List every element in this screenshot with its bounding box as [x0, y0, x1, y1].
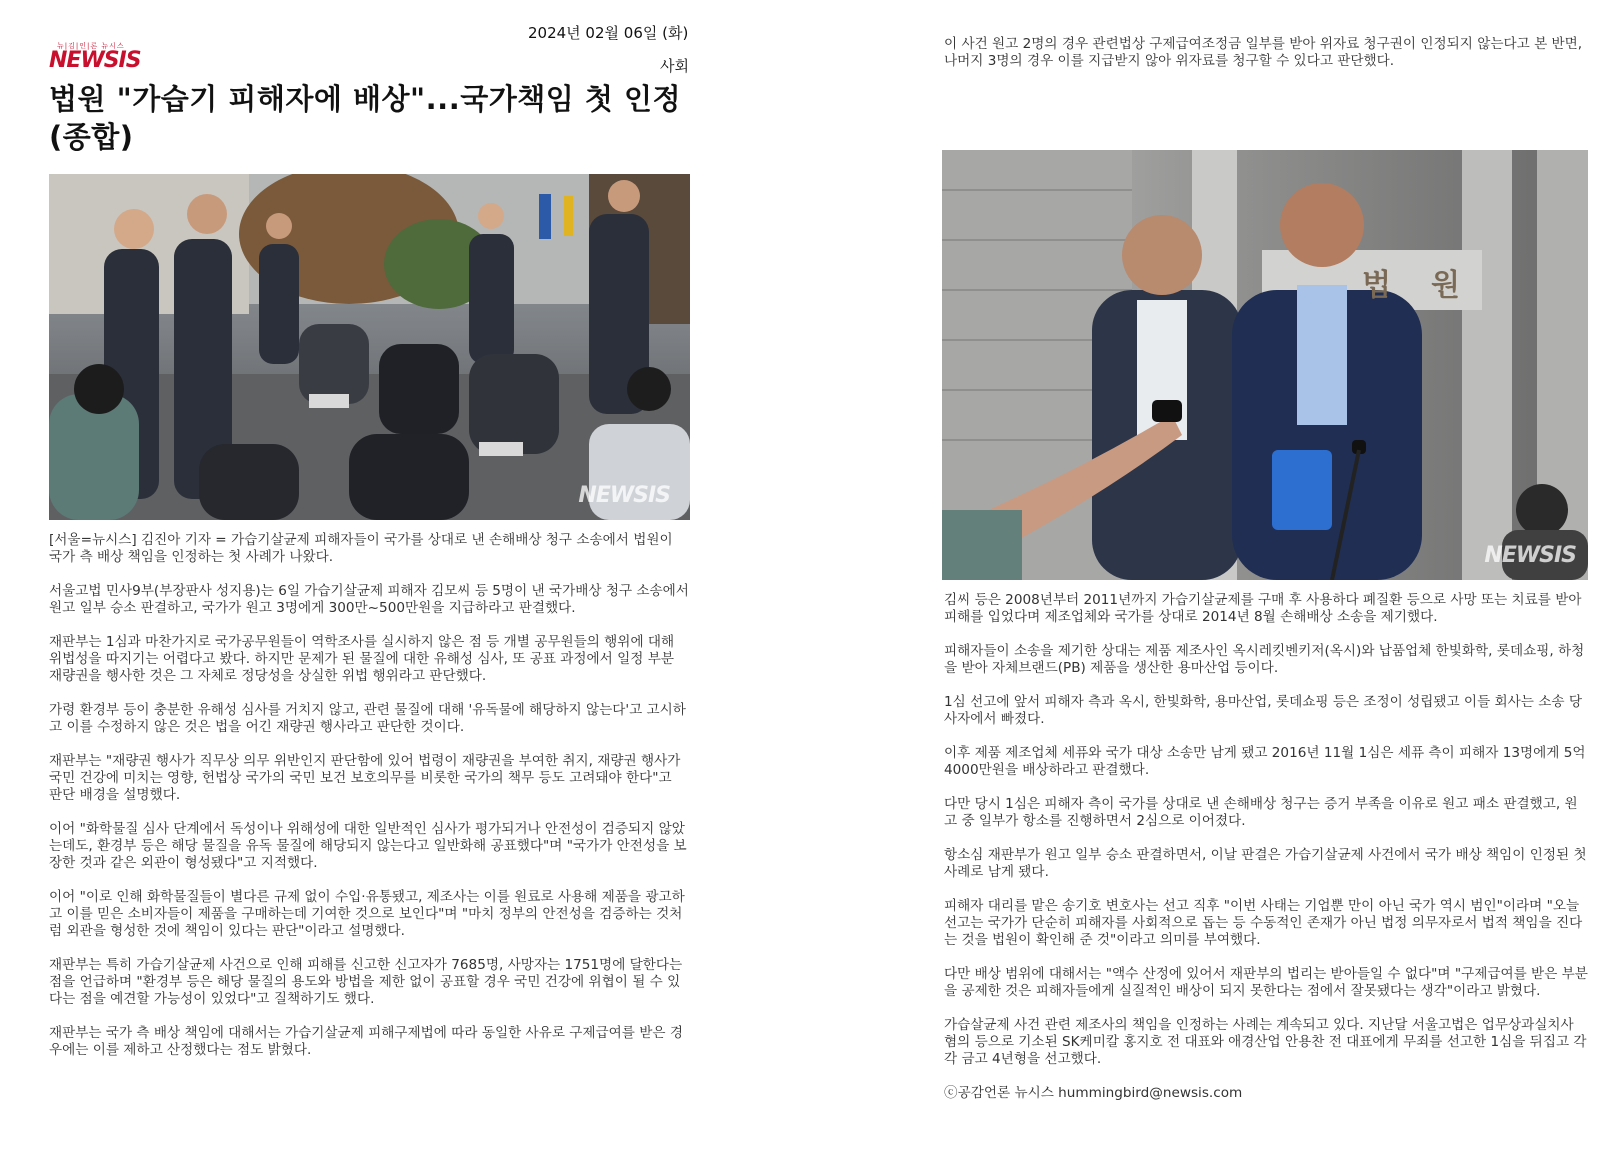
article-column-left — [49, 532, 689, 1076]
publish-date: 2024년 02월 06일 (화) — [528, 24, 689, 42]
article-paragraph: 이후 제품 제조업체 세퓨와 국가 대상 소송만 남게 됐고 2016년 11월 1심은 세퓨 측이 피해자 13명에게 5억4000만원을 배상하라고 판결했다. — [944, 745, 1586, 778]
section-label: 사회 — [660, 57, 689, 75]
photo-credit: ⓒ공감언론 뉴시스 hummingbird@newsis.com — [944, 1085, 1243, 1101]
interview-photo — [942, 150, 1588, 580]
photo-watermark-2: NEWSIS — [1484, 543, 1576, 568]
article-paragraph: 이어 "이로 인해 화학물질들이 별다른 규제 없이 수입·유통됐고, 제조사는 이를 원료로 사용해 제품을 광고하고 이를 믿은 소비자들이 제품을 구매하는데 기여한 것으로 보인다"며 "마치 정부의 안전성을 검증하는 것처럼 외관을 형성한 것에 책임이 있다는 판단"이라고 설명했다. — [49, 889, 685, 939]
article-paragraph: 재판부는 국가 측 배상 책임에 대해서는 가습기살균제 피해구제법에 따라 동일한 사유로 구제급여를 받은 경우에는 이를 제하고 산정했다는 점도 밝혔다. — [49, 1025, 683, 1058]
article-paragraph: 가습살균제 사건 관련 제조사의 책임을 인정하는 사례는 계속되고 있다. 지난달 서울고법은 업무상과실치사 혐의 등으로 기소된 SK케미칼 홍지호 전 대표와 애경산업 안용찬 전 대표에게 무죄를 선고한 1심을 뒤집고 각각 금고 4년형을 선고했다. — [944, 1017, 1587, 1067]
headline: 법원 "가습기 피해자에 배상"...국가책임 첫 인정(종합) — [49, 82, 682, 154]
article-paragraph: 재판부는 "재량권 행사가 직무상 의무 위반인지 판단함에 있어 법령이 재량권을 부여한 취지, 재량권 행사가 국민 건강에 미치는 영향, 헌법상 국가의 국민 보건 보호의무를 비롯한 국가의 책무 등도 고려돼야 한다"고 판단 배경을 설명했다. — [49, 753, 681, 803]
article-column-right — [944, 592, 1589, 1119]
article-paragraph: 가령 환경부 등이 충분한 유해성 심사를 거치지 않고, 관련 물질에 대해 '유독물에 해당하지 않는다'고 고시하고 이를 수정하지 않은 것은 법을 어긴 재량권 행사라고 판단한 것이다. — [49, 702, 686, 735]
article-paragraph: 재판부는 특히 가습기살균제 사건으로 인해 피해를 신고한 신고자가 7685명, 사망자는 1751명에 달한다는 점을 언급하며 "환경부 등은 해당 물질의 용도와 방법을 제한 없이 공표할 경우 국민 건강에 위협이 될 수 있다는 점을 예견할 가능성이 있었다"고 질책하기도 했다. — [49, 957, 683, 1007]
article-paragraph: 이어 "화학물질 심사 단계에서 독성이나 위해성에 대한 일반적인 심사가 평가되거나 안전성이 검증되지 않았는데도, 환경부 등은 해당 물질을 유독 물질에 해당되지 않는다고 일반화해 공표했다"며 "국가가 안전성을 보장한 것과 같은 외관이 형성됐다"고 지적했다. — [49, 821, 687, 871]
article-paragraph: 다만 배상 범위에 대해서는 "액수 산정에 있어서 재판부의 법리는 받아들일 수 없다"며 "구제급여를 받은 부분을 공제한 것은 피해자들에게 실질적인 배상이 되지 못한다는 점에서 잘못됐다는 생각"이라고 밝혔다. — [944, 966, 1588, 999]
newsis-logo — [49, 42, 141, 72]
article-paragraph: 피해자 대리를 맡은 송기호 변호사는 선고 직후 "이번 사태는 기업뿐 만이 아닌 국가 역시 범인"이라며 "오늘 선고는 국가가 단순히 피해자를 사회적으로 돕는 등 수동적인 존재가 아닌 법정 의무자로서 법적 책임을 진다는 것을 법원이 확인해 준 것"이라고 의미를 부여했다. — [944, 898, 1583, 948]
article-paragraph: 항소심 재판부가 원고 일부 승소 판결하면서, 이날 판결은 가습기살균제 사건에서 국가 배상 책임이 인정된 첫 사례로 남게 됐다. — [944, 847, 1587, 880]
article-paragraph: [서울=뉴시스] 김진아 기자 = 가습기살균제 피해자들이 국가를 상대로 낸 손해배상 청구 소송에서 법원이 국가 측 배상 책임을 인정하는 첫 사례가 나왔다. — [49, 532, 673, 565]
press-photo — [49, 174, 690, 520]
article-paragraph: 피해자들이 소송을 제기한 상대는 제품 제조사인 옥시레킷벤키저(옥시)와 납품업체 한빛화학, 롯데쇼핑, 하청을 받아 자체브랜드(PB) 제품을 생산한 용마산업 등이다. — [944, 643, 1585, 676]
building-sign: 법원 — [1362, 268, 1500, 303]
logo-text: NEWSIS — [49, 48, 141, 73]
article-paragraph: 재판부는 1심과 마찬가지로 국가공무원들이 역학조사를 실시하지 않은 점 등 개별 공무원들의 행위에 대해 위법성을 따지기는 어렵다고 봤다. 하지만 문제가 된 물질에 대한 유해성 심사, 또 공표 과정에서 일정 부분 재량권을 행사한 것은 그 자체로 정당성을 상실한 위법 행위라고 판단했다. — [49, 634, 675, 684]
article-paragraph: 다만 당시 1심은 피해자 측이 국가를 상대로 낸 손해배상 청구는 증거 부족을 이유로 원고 패소 판결했고, 원고 중 일부가 항소를 진행하면서 2심으로 이어졌다. — [944, 796, 1578, 829]
article-paragraph-continued: 이 사건 원고 2명의 경우 관련법상 구제급여조정금 일부를 받아 위자료 청구권이 인정되지 않는다고 본 반면, 나머지 3명의 경우 이를 지급받지 않아 위자료를 청구할 수 있다고 판단했다. — [944, 36, 1583, 69]
article-paragraph: 1심 선고에 앞서 피해자 측과 옥시, 한빛화학, 용마산업, 롯데쇼핑 등은 조정이 성립됐고 이들 회사는 소송 당사자에서 빠졌다. — [944, 694, 1582, 727]
article-paragraph: 김씨 등은 2008년부터 2011년까지 가습기살균제를 구매 후 사용하다 폐질환 등으로 사망 또는 치료를 받아 피해를 입었다며 제조업체와 국가를 상대로 2014년 8월 손해배상 소송을 제기했다. — [944, 592, 1582, 625]
logo-tagline: 뉴|김|인|론 뉴시스 — [57, 42, 125, 50]
article-paragraph: 서울고법 민사9부(부장판사 성지용)는 6일 가습기살균제 피해자 김모씨 등 5명이 낸 국가배상 청구 소송에서 원고 일부 승소 판결하고, 국가가 원고 3명에게 300만~500만원을 지급하라고 판결했다. — [49, 583, 689, 616]
photo-watermark: NEWSIS — [578, 483, 670, 508]
